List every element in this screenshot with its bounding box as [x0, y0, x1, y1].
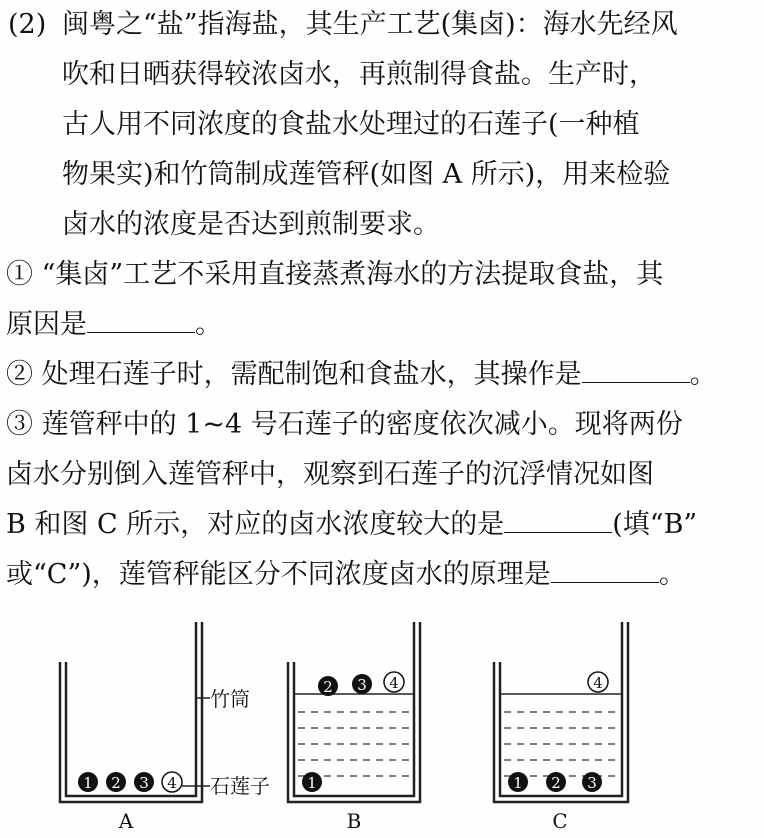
- tube-a: [60, 622, 270, 833]
- tube-b-liquid: [298, 712, 412, 776]
- sub1-line-2: [6, 308, 708, 342]
- tube-c-seed-2: [546, 772, 566, 792]
- tube-b-seed-1: [302, 772, 322, 792]
- tube-c-liquid: [504, 712, 620, 776]
- label-seed: 石莲子: [210, 774, 270, 798]
- sub3-suffix-a: (填“B”: [612, 509, 698, 540]
- sub3-suffix-b: 。: [658, 559, 686, 590]
- tube-a-seed-2-label: 2: [111, 774, 121, 792]
- tube-c-seed-3-label: 3: [587, 774, 597, 792]
- sub3-line-2: 卤水分别倒入莲管秤中，观察到石莲子的沉浮情况如图: [6, 459, 654, 490]
- sub3-line-3: [6, 508, 708, 542]
- tube-b-seed-3: [352, 674, 372, 694]
- tube-b-seed-4-label: 4: [389, 674, 399, 692]
- intro-line-2: 吹和日晒获得较浓卤水，再煎制得食盐。生产时，: [62, 59, 656, 90]
- sub2-line: [6, 358, 717, 392]
- tube-a-seed-4: [162, 772, 182, 792]
- tube-c: [494, 622, 628, 833]
- label-tube: 竹筒: [210, 687, 250, 711]
- figure-svg: [0, 600, 702, 838]
- sub3-prefix-a: B 和图 C 所示，对应的卤水浓度较大的是: [6, 509, 505, 540]
- question-number: (2): [8, 9, 47, 40]
- figure: [0, 600, 702, 838]
- intro-line-3: 古人用不同浓度的食盐水处理过的石莲子(一种植: [62, 109, 640, 140]
- tube-a-seed-3-label: 3: [139, 774, 149, 792]
- tube-a-seed-1-label: 1: [83, 774, 93, 792]
- tube-b-seed-4: [384, 672, 404, 692]
- caption-b: B: [346, 809, 362, 833]
- tube-b-seed-2-label: 2: [323, 678, 333, 696]
- intro-line-1: 闽粤之“盐”指海盐，其生产工艺(集卤)：海水先经风: [62, 9, 678, 40]
- tube-c-seed-1-label: 1: [513, 774, 523, 792]
- tube-b-seed-2: [318, 676, 338, 696]
- tube-a-seed-2: [106, 772, 126, 792]
- sub2-prefix: ② 处理石莲子时，需配制饱和食盐水，其操作是: [6, 359, 582, 390]
- sub1-suffix: 。: [195, 309, 222, 340]
- tube-a-seed-4-label: 4: [167, 774, 177, 792]
- tube-b-seed-1-label: 1: [307, 774, 317, 792]
- tube-c-seed-2-label: 2: [551, 774, 561, 792]
- sub1-line-1: ① “集卤”工艺不采用直接蒸煮海水的方法提取食盐，其: [6, 259, 664, 290]
- tube-b-seed-3-label: 3: [357, 676, 367, 694]
- tube-a-seed-1: [78, 772, 98, 792]
- sub1-answer-blank[interactable]: [87, 308, 195, 333]
- sub3-line-1: ③ 莲管秤中的 1~4 号石莲子的密度依次减小。现将两份: [6, 409, 683, 440]
- caption-c: C: [552, 809, 568, 833]
- tube-c-seed-1: [508, 772, 528, 792]
- sub2-suffix: 。: [689, 359, 717, 390]
- tube-b: [288, 622, 420, 833]
- tube-a-seed-3: [134, 772, 154, 792]
- tube-c-seed-4-label: 4: [593, 674, 603, 692]
- sub2-answer-blank[interactable]: [582, 358, 690, 383]
- tube-c-seed-4: [588, 672, 608, 692]
- sub1-prefix: 原因是: [6, 309, 87, 340]
- sub3-prefix-b: 或“C”)，莲管秤能区分不同浓度卤水的原理是: [6, 559, 551, 590]
- sub3-answer-blank-b[interactable]: [551, 558, 659, 583]
- tube-c-seed-3: [582, 772, 602, 792]
- intro-line-5: 卤水的浓度是否达到煎制要求。: [62, 209, 440, 240]
- sub3-line-4: [6, 558, 708, 592]
- sub3-answer-blank-a[interactable]: [504, 508, 612, 533]
- intro-line-4: 物果实)和竹筒制成莲管秤(如图 A 所示)，用来检验: [62, 159, 671, 190]
- caption-a: A: [118, 809, 134, 833]
